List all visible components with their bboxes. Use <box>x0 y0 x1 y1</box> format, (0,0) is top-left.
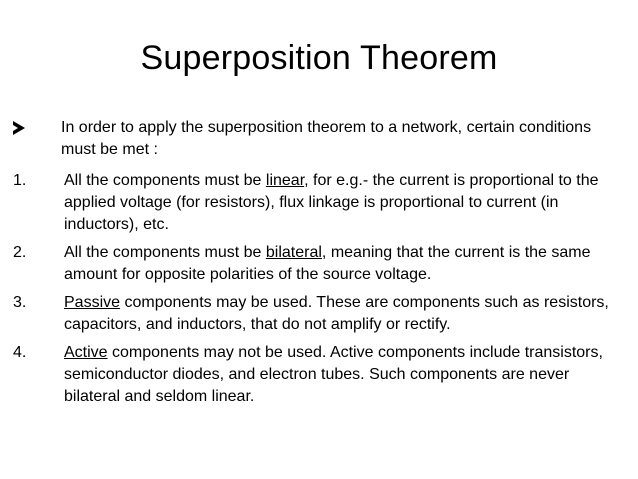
arrow-bullet-icon <box>13 121 25 135</box>
condition-text-after: , meaning that the current is the same amount for opposite polarities of the source voltage. <box>64 244 591 283</box>
condition-item-2 <box>13 242 613 286</box>
slide-title: Superposition Theorem <box>140 39 498 77</box>
intro-text: In order to apply the superposition theorem to a network, certain conditions must be met : <box>61 119 592 158</box>
condition-keyword-linear: linear <box>265 172 305 189</box>
condition-number: 1. <box>13 172 27 189</box>
condition-number: 4. <box>13 344 27 361</box>
slide-body <box>13 117 613 414</box>
condition-text-before: All the components must be <box>64 172 266 189</box>
condition-text-after: components may be used. These are components such as resistors, capacitors, and inductors, that do not amplify or rectify. <box>64 294 609 333</box>
condition-text-after: components may not be used. Active components include transistors, semiconductor diodes, and electron tubes. Such components are never bilateral and seldom linear. <box>64 344 603 405</box>
condition-text-before: All the components must be <box>64 244 266 261</box>
condition-number: 3. <box>13 294 27 311</box>
condition-keyword-bilateral: bilateral <box>265 244 322 261</box>
condition-keyword-passive: Passive <box>64 294 121 311</box>
condition-number: 2. <box>13 244 27 261</box>
condition-item-1 <box>13 170 613 236</box>
intro-paragraph <box>13 117 613 161</box>
condition-item-3 <box>13 292 613 336</box>
condition-keyword-active: Active <box>64 344 108 361</box>
condition-text-after: , for e.g.- the current is proportional to the applied voltage (for resistors), flux linkage is proportional to current (in inductors), etc. <box>64 172 599 233</box>
condition-item-4 <box>13 342 613 408</box>
